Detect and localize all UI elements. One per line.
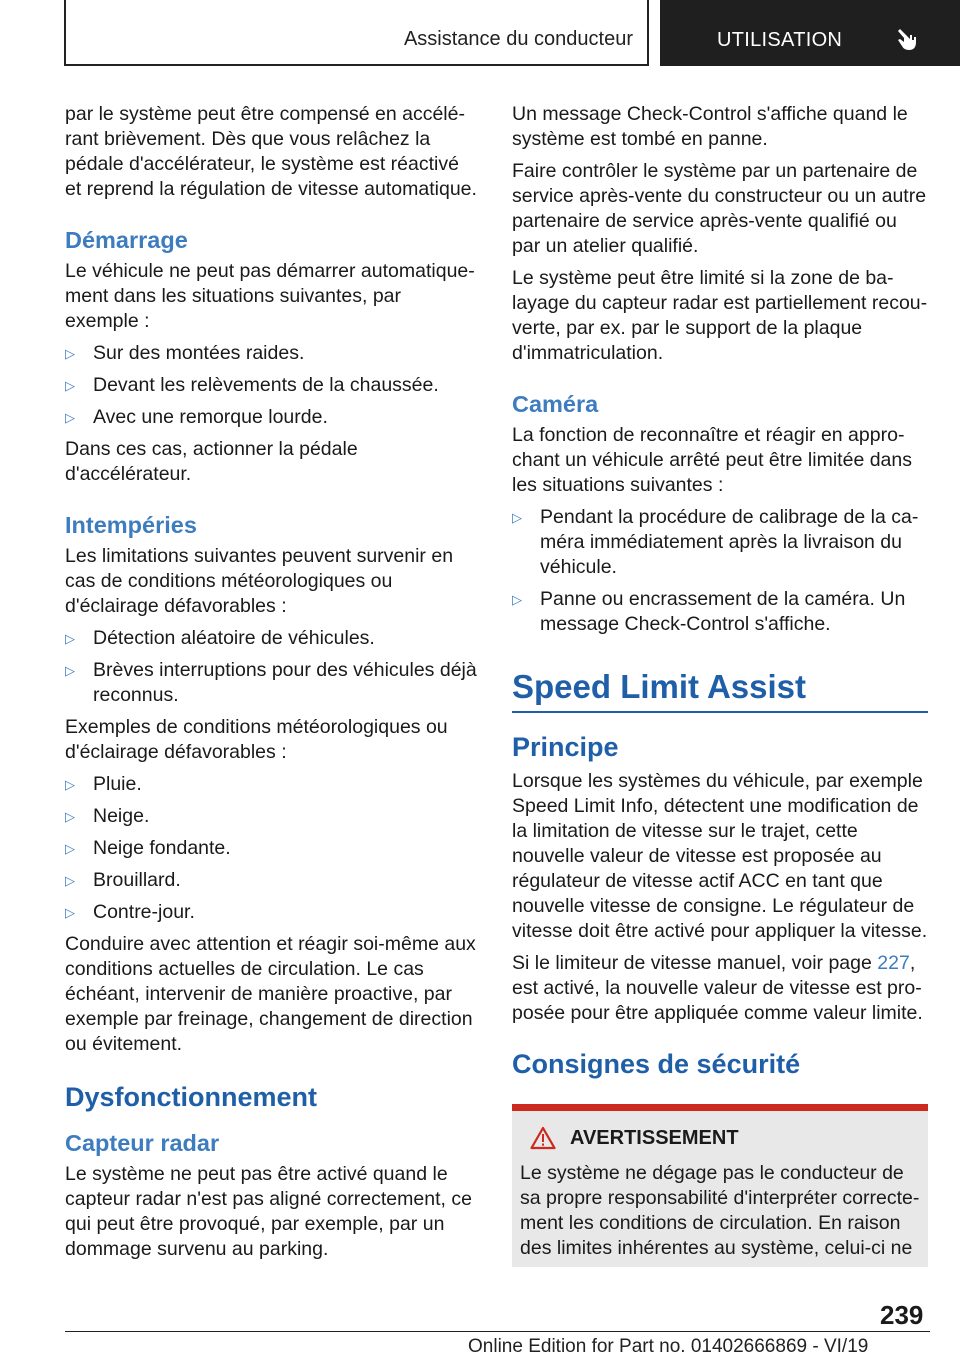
- triangle-right-icon: ▷: [65, 841, 75, 856]
- chapter-title: UTILISATION: [717, 29, 843, 51]
- radar-paragraph: Le système ne peut pas être activé quand le capteur radar n'est pas aligné correctement, ce qui peut être provoqué, par exemple, par un dommage survenu au parking.: [65, 1163, 472, 1260]
- camera-paragraph: La fonction de reconnaître et réagir en approchant un véhicule arrêté peut être limitée dans les situations suivantes :: [512, 424, 912, 496]
- triangle-right-icon: ▷: [65, 346, 75, 361]
- page-header: [0, 0, 960, 66]
- list-item: ▷ Avec une remorque lourde.: [65, 406, 328, 428]
- list-item: ▷ Pluie.: [65, 773, 142, 795]
- demarrage-list: [65, 341, 480, 430]
- list-item: ▷ Contre-jour.: [65, 901, 195, 923]
- footer-edition: Online Edition for Part no. 01402666869 - VI/19: [468, 1336, 869, 1357]
- limiteur-paragraph: Si le limiteur de vitesse manuel, voir page 227, est activé, la nouvelle valeur de vitesse est proposée pour être appliquée comme valeur limite.: [512, 952, 923, 1024]
- page-number: 239: [880, 1300, 924, 1330]
- section-title: Assistance du conducteur: [403, 28, 633, 50]
- hand-pointer-icon: [895, 26, 921, 52]
- triangle-right-icon: ▷: [65, 905, 75, 920]
- triangle-right-icon: ▷: [65, 777, 75, 792]
- list-item: ▷ Détection aléatoire de véhicules.: [65, 627, 375, 649]
- warning-header: [520, 1125, 920, 1151]
- warning-title: AVERTISSEMENT: [570, 1127, 739, 1149]
- warning-triangle-icon: [530, 1126, 556, 1150]
- intro-paragraph: par le système peut être compensé en accélérant brièvement. Dès que vous relâchez la pédale d'accélérateur, le système est réactivé et reprend la régulation de vitesse automatique.: [65, 103, 477, 200]
- left-column: [65, 102, 480, 1269]
- chapter-tab: [660, 0, 960, 66]
- heading-demarrage: Démarrage: [65, 227, 188, 253]
- section-header-box: [64, 0, 649, 66]
- warning-box: [512, 1104, 928, 1267]
- radar-cover-paragraph: Le système peut être limité si la zone de balayage du capteur radar est partiellement recouverte, par ex. par le support de la plaque d'immatriculation.: [512, 267, 928, 364]
- list-item: ▷ Sur des montées raides.: [65, 342, 305, 364]
- triangle-right-icon: ▷: [512, 510, 522, 525]
- demarrage-after: Dans ces cas, actionner la pédale d'accélérateur.: [65, 438, 358, 485]
- intemperies-list: [65, 626, 480, 708]
- list-item: ▷ Neige fondante.: [65, 837, 231, 859]
- triangle-right-icon: ▷: [65, 378, 75, 393]
- triangle-right-icon: ▷: [65, 631, 75, 646]
- principe-paragraph: Lorsque les systèmes du véhicule, par exemple Speed Limit Info, détectent une modification de la limitation de vitesse sur le trajet, cette nouvelle valeur de vitesse est proposée au régulateur de vitesse actif ACC en tant que nouvelle vitesse de consigne. Le régulateur de vitesse doit être activé pour appliquer la vitesse.: [512, 770, 928, 942]
- check-control-paragraph: Un message Check-Control s'affiche quand le système est tombé en panne.: [512, 103, 908, 150]
- triangle-right-icon: ▷: [65, 410, 75, 425]
- triangle-right-icon: ▷: [65, 663, 75, 678]
- service-paragraph: Faire contrôler le système par un partenaire de service après-vente du constructeur ou un autre partenaire de service après-vente qualifié ou par un atelier qualifié.: [512, 160, 927, 257]
- camera-list: [512, 505, 928, 637]
- exemples-list: [65, 772, 480, 925]
- intemperies-paragraph: Les limitations suivantes peuvent survenir en cas de conditions météorologiques ou d'éclairage défavorables :: [65, 545, 454, 617]
- heading-intemperies: Intempéries: [65, 512, 197, 538]
- triangle-right-icon: ▷: [65, 809, 75, 824]
- list-item: ▷ Devant les relèvements de la chaussée.: [65, 374, 439, 396]
- demarrage-paragraph: Le véhicule ne peut pas démarrer automatiquement dans les situations suivantes, par exemple :: [65, 260, 475, 332]
- heading-speed-limit-assist: Speed Limit Assist: [512, 667, 928, 713]
- triangle-right-icon: ▷: [65, 873, 75, 888]
- heading-dysfonctionnement: Dysfonctionnement: [65, 1082, 318, 1112]
- list-item: ▷ Brouillard.: [65, 869, 181, 891]
- footer-divider: [65, 1331, 930, 1332]
- exemples-paragraph: Exemples de conditions météorologiques ou d'éclairage défavorables :: [65, 716, 448, 763]
- heading-principe: Principe: [512, 732, 619, 762]
- list-item: ▷ Brèves interruptions pour des véhicules déjà reconnus.: [65, 659, 477, 706]
- heading-capteur-radar: Capteur radar: [65, 1130, 220, 1156]
- list-item: ▷ Panne ou encrassement de la caméra. Un message Check-Control s'affiche.: [512, 588, 906, 635]
- page-reference-link[interactable]: 227: [877, 952, 910, 974]
- heading-camera: Caméra: [512, 391, 599, 417]
- triangle-right-icon: ▷: [512, 592, 522, 607]
- heading-consignes-securite: Consignes de sécurité: [512, 1049, 801, 1079]
- right-column: [512, 102, 928, 1267]
- list-item: ▷ Neige.: [65, 805, 150, 827]
- warning-text: Le système ne dégage pas le conducteur de sa propre responsabilité d'interpréter correctement les conditions de circulation. En raison des limites inhérentes au système, celui-ci ne: [520, 1162, 920, 1259]
- list-item: ▷ Pendant la procédure de calibrage de la caméra immédiatement après la livraison du véhicule.: [512, 506, 919, 578]
- conduire-paragraph: Conduire avec attention et réagir soi-même aux conditions actuelles de circulation. Le cas échéant, intervenir de manière proactive, par exemple par freinage, changement de direction ou évitement.: [65, 933, 476, 1055]
